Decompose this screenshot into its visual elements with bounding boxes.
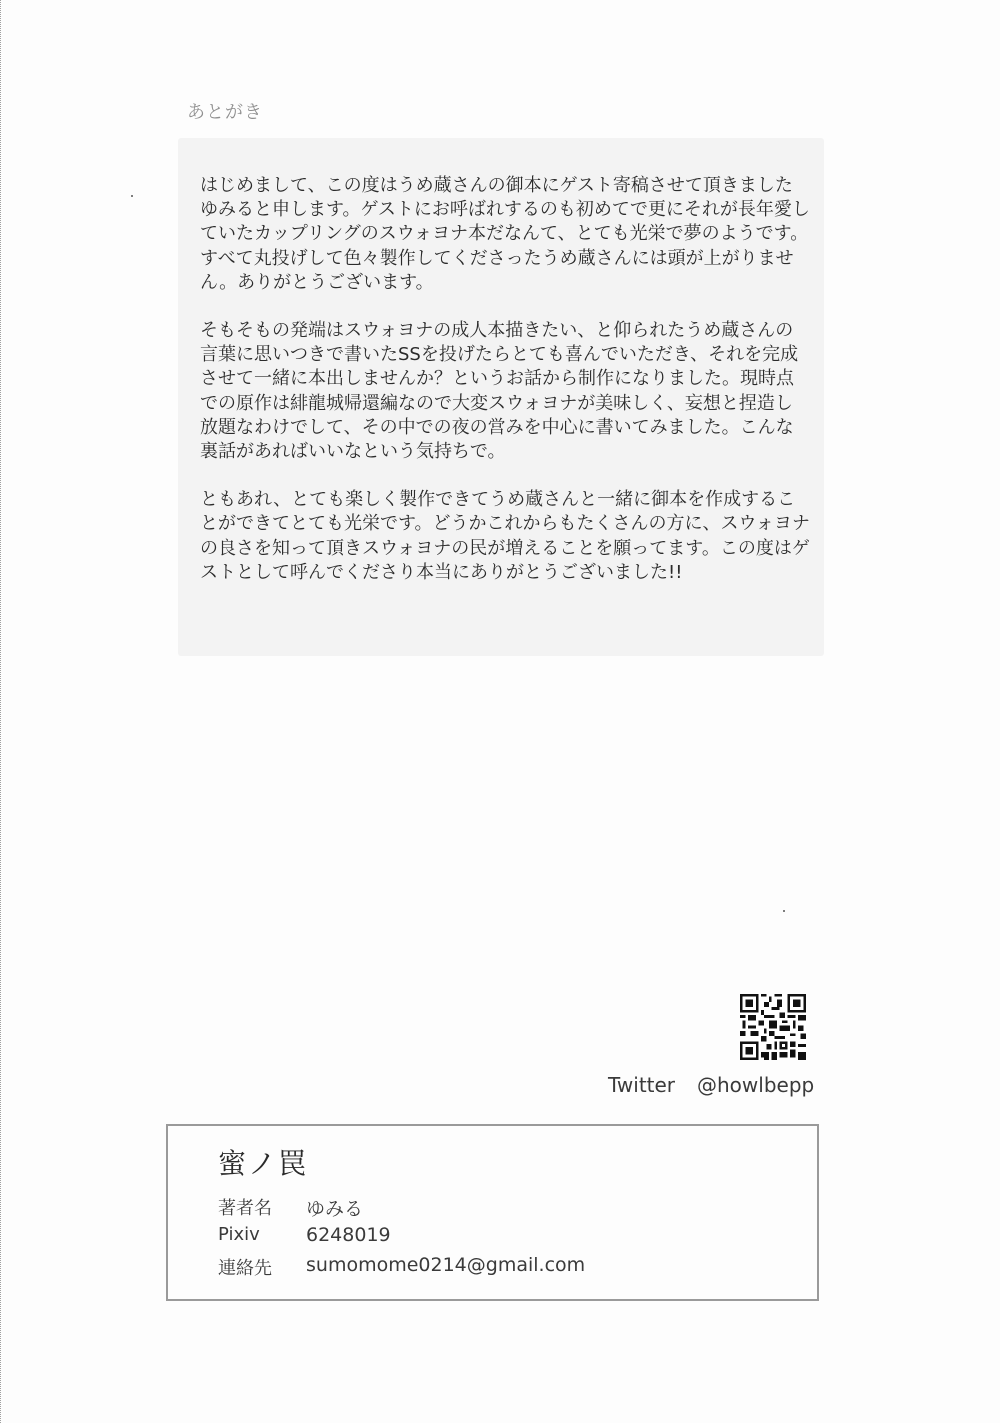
colophon-row-contact <box>218 1254 585 1280</box>
colophon-value: sumomome0214@gmail.com <box>306 1254 586 1276</box>
afterword-paragraph: そもそもの発端はスウォヨナの成人本描きたい、と仰られたうめ蔵さんの言葉に思いつきで書いたSSを投げたらとても喜んでいただき、それを完成させて一緒に本出しませんか？というお話から制作になりました。現時点での原作は緋龍城帰還編なので大変スウォヨナが美味しく、妄想と捏造し放題なわけでして、その中での夜の営みを中心に書いてみました。こんな裏話があればいいなという気持ちで。 <box>200 320 799 463</box>
afterword-paragraph: ともあれ、とても楽しく製作できてうめ蔵さんと一緒に御本を作成することができてとても光栄です。どうかこれからもたくさんの方に、スウォヨナの良さを知って頂きスウォヨナの民が増えることを願ってます。この度はゲストとして呼んでくださり本当にありがとうございました!! <box>200 489 810 583</box>
afterword-heading: あとがき <box>187 102 263 123</box>
colophon-key: 著者名 <box>218 1198 272 1219</box>
scan-speck <box>131 195 133 197</box>
colophon-value: ゆみる <box>306 1198 364 1220</box>
twitter-label: Twitter <box>608 1073 676 1097</box>
colophon-row-pixiv <box>218 1224 391 1246</box>
binding-edge <box>0 0 6 1423</box>
scan-speck <box>783 910 785 912</box>
colophon-value: 6248019 <box>306 1224 391 1246</box>
afterword-paragraph: はじめまして、この度はうめ蔵さんの御本にゲスト寄稿させて頂きましたゆみると申します。ゲストにお呼ばれするのも初めてで更にそれが長年愛していたカップリングのスウォヨナ本だなんて、とても光栄で夢のようです。すべて丸投げして色々製作してくださったうめ蔵さんには頭が上がりません。ありがとうございます。 <box>200 175 810 293</box>
qr-code-icon <box>740 994 806 1060</box>
colophon-box <box>166 1124 819 1301</box>
colophon-key: Pixiv <box>218 1224 260 1245</box>
colophon-key: 連絡先 <box>218 1258 272 1279</box>
colophon-row-author <box>218 1194 363 1221</box>
book-title: 蜜ノ罠 <box>218 1147 309 1180</box>
twitter-handle: @howlbepp <box>697 1073 815 1097</box>
afterword-body <box>200 174 810 609</box>
